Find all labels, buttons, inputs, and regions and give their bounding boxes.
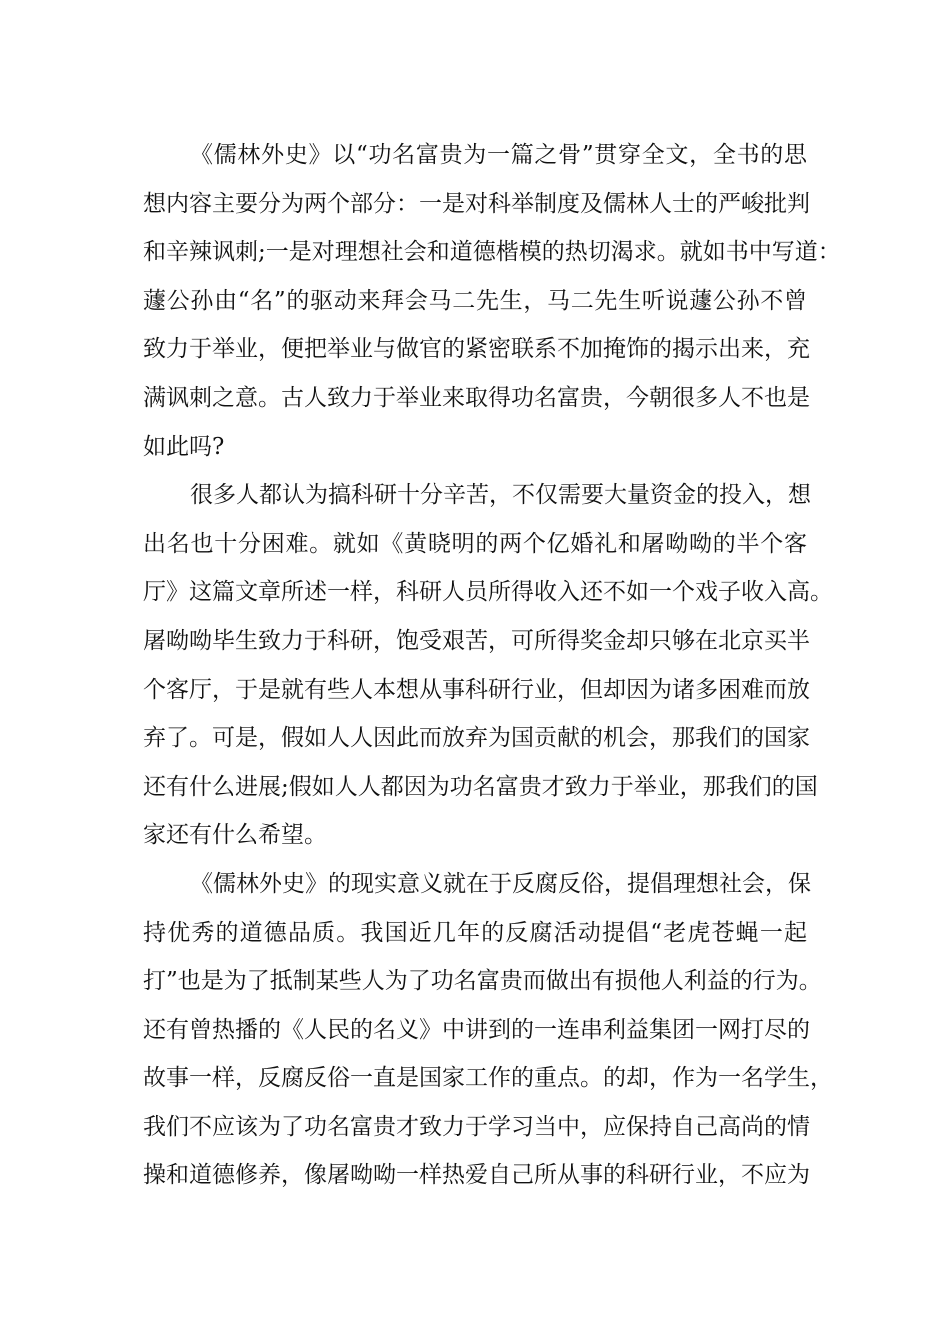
text-line: 我们不应该为了功名富贵才致力于学习当中，应保持自己高尚的情 [143, 1113, 810, 1140]
text-line: 很多人都认为搞科研十分辛苦，不仅需要大量资金的投入，想 [190, 482, 811, 509]
text-line: 打”也是为了抵制某些人为了功名富贵而做出有损他人利益的行为。 [143, 968, 822, 995]
text-line: 家还有什么希望。 [143, 822, 327, 849]
paragraph-2 [143, 471, 833, 860]
text-line: 和辛辣讽刺;一是对理想社会和道德楷模的热切渴求。就如书中写道： [143, 239, 841, 266]
text-line: 还有曾热播的《人民的名义》中讲到的一连串利益集团一网打尽的 [143, 1016, 810, 1043]
text-line: 屠呦呦毕生致力于科研，饱受艰苦，可所得奖金却只够在北京买半 [143, 627, 810, 654]
paragraph-3 [143, 860, 833, 1200]
text-line: 个客厅，于是就有些人本想从事科研行业，但却因为诸多困难而放 [143, 676, 810, 703]
text-line: 《儒林外史》以“功名富贵为一篇之骨”贯穿全文，全书的思 [190, 142, 807, 168]
text-line: 满讽刺之意。古人致力于举业来取得功名富贵，今朝很多人不也是 [143, 384, 810, 411]
text-line: 出名也十分困难。就如《黄晓明的两个亿婚礼和屠呦呦的半个客 [143, 530, 807, 557]
paragraph-1 [143, 131, 841, 471]
text-line: 故事一样，反腐反俗一直是国家工作的重点。的却，作为一名学生， [143, 1065, 833, 1092]
text-line: 《儒林外史》的现实意义就在于反腐反俗，提倡理想社会，保 [190, 870, 811, 897]
text-line: 持优秀的道德品质。我国近几年的反腐活动提倡“老虎苍蝇一起 [143, 919, 807, 946]
text-line: 致力于举业，便把举业与做官的紧密联系不加掩饰的揭示出来，充 [143, 336, 810, 363]
text-line: 还有什么进展;假如人人都因为功名富贵才致力于举业，那我们的国 [143, 773, 818, 800]
text-line: 弃了。可是，假如人人因此而放弃为国贡献的机会，那我们的国家 [143, 725, 810, 752]
text-line: 厅》这篇文章所述一样，科研人员所得收入还不如一个戏子收入高。 [143, 579, 833, 606]
text-line: 操和道德修养，像屠呦呦一样热爱自己所从事的科研行业，不应为 [143, 1162, 810, 1189]
document-body [143, 131, 841, 1200]
text-line: 蘧公孙由“名”的驱动来拜会马二先生，马二先生听说蘧公孙不曾 [143, 287, 807, 314]
text-line: 如此吗? [143, 433, 225, 460]
text-line: 想内容主要分为两个部分：一是对科举制度及儒林人士的严峻批判 [143, 190, 810, 217]
